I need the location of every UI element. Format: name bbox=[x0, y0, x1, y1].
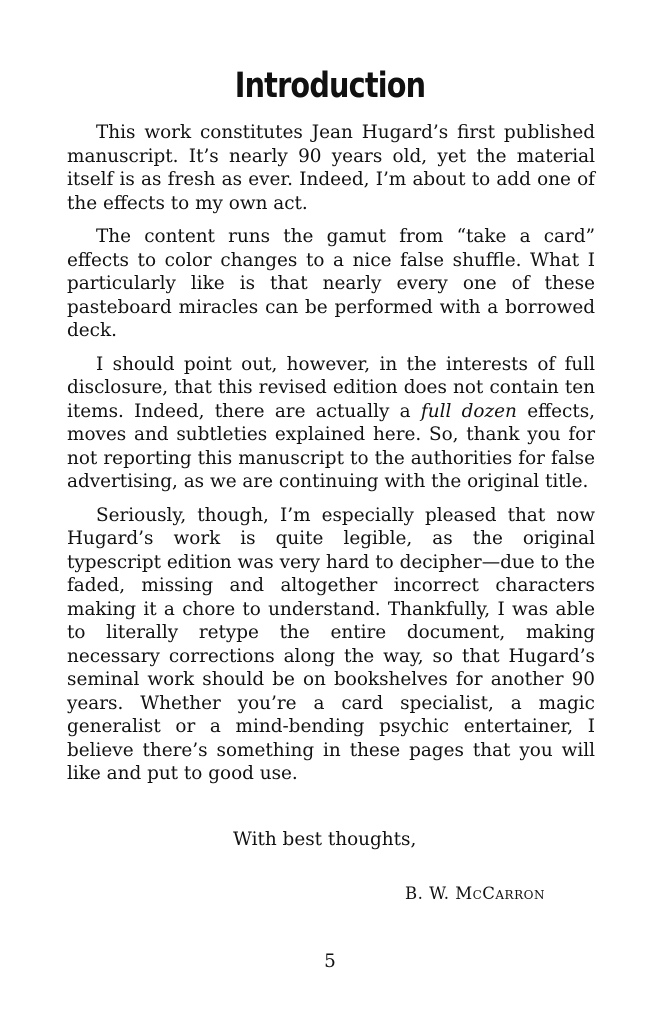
page-number: 5 bbox=[324, 951, 336, 972]
paragraph-2: The content runs the gamut from “take a card” effects to color changes to a nice false shuffle. What I particularly like is that nearly every one of these pasteboard miracles can be performed with a borrowed deck. bbox=[67, 226, 595, 341]
paragraph-3-end: effects, moves and subtleties explained here. So, thank you for not reporting this manuscript to the authorities for false advertising, as we are continuing with the original title. bbox=[67, 400, 596, 492]
paragraph-1: This work constitutes Jean Hugard’s first published manuscript. It’s nearly 90 years old, yet the material itself is as fresh as ever. Indeed, I’m about to add one of the effects to my own act. bbox=[67, 122, 595, 214]
author-signature bbox=[405, 883, 545, 905]
body-text bbox=[67, 121, 595, 796]
chapter-title: Introduction bbox=[234, 66, 426, 106]
signoff: With best thoughts, bbox=[233, 829, 417, 850]
paragraph-3-start: I should point out, however, in the interests of full disclosure, that this revised edition does not contain ten items. Indeed, there are actually a bbox=[67, 353, 595, 422]
author-initials: B. W. bbox=[405, 884, 456, 903]
author-surname: McCarron bbox=[455, 884, 545, 903]
paragraph-3-emphasis: full dozen bbox=[420, 400, 517, 422]
paragraph-4: Seriously, though, I’m especially pleased that now Hugard’s work is quite legible, as the original typescript edition was very hard to decipher—due to the faded, missing and altogether incorrect characters making it a chore to understand. Thankfully, I was able to literally retype the entire document, making necessary corrections along the way, so that Hugard’s seminal work should be on bookshelves for another 90 years. Whether you’re a card specialist, a magic generalist or a mind-bending psychic entertainer, I believe there’s something in these pages that you will like and put to good use. bbox=[67, 504, 595, 784]
paragraph-3 bbox=[67, 353, 595, 494]
